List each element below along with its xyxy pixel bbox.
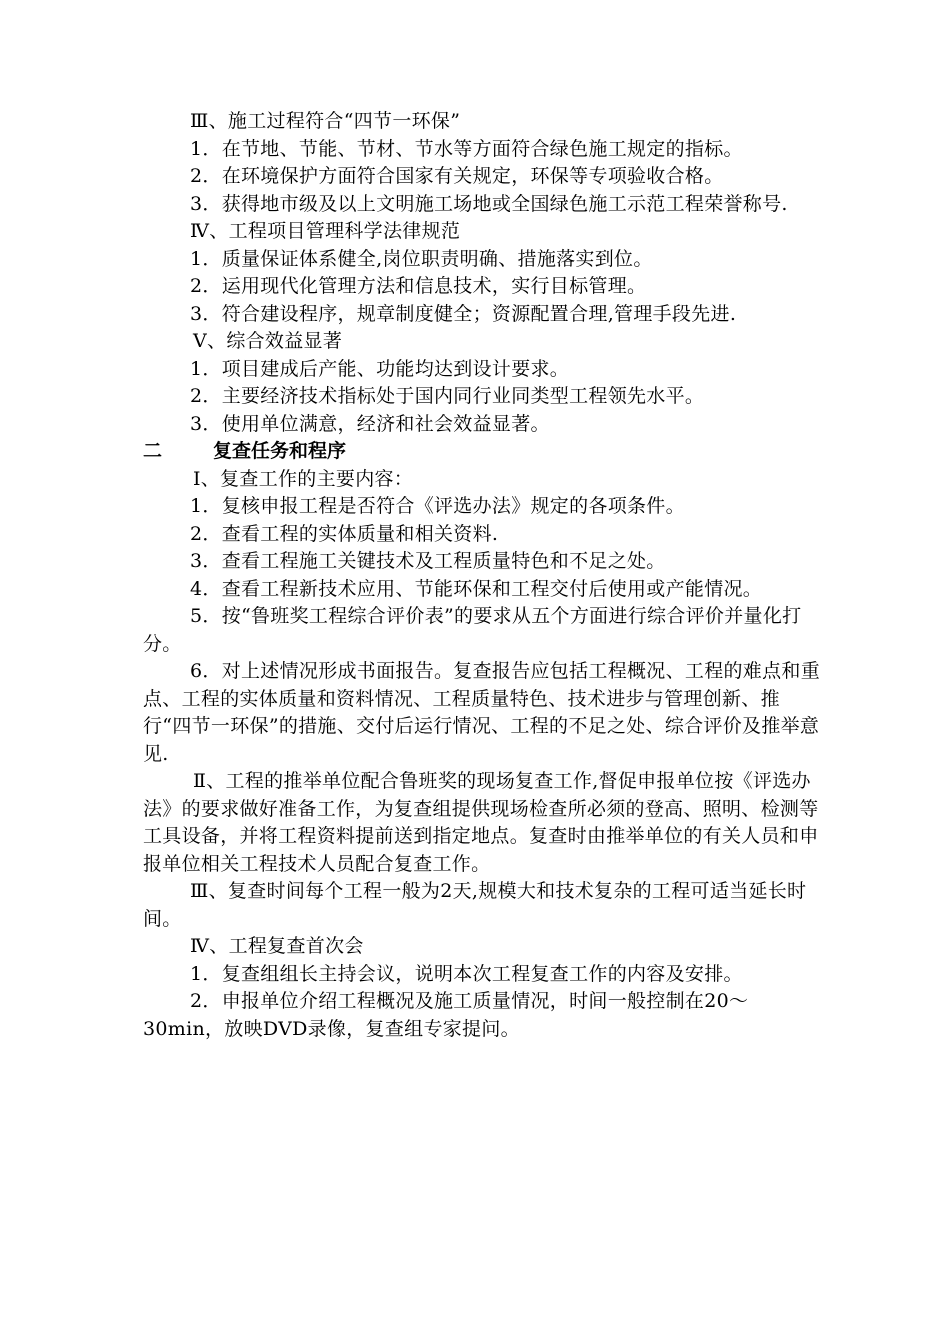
chapter-number: 二	[143, 440, 163, 462]
paragraph: 2．查看工程的实体质量和相关资料.	[190, 522, 499, 545]
section-heading-5: Ⅴ、综合效益显著	[193, 330, 343, 352]
chapter-heading	[143, 438, 823, 466]
section-heading-4: Ⅳ、工程项目管理科学法律规范	[190, 220, 461, 242]
chapter-title: 复查任务和程序	[213, 440, 347, 462]
paragraph: 3．符合建设程序，规章制度健全；资源配置合理,管理手段先进.	[190, 302, 737, 325]
paragraph: 1．质量保证体系健全,岗位职责明确、措施落实到位。	[190, 247, 653, 270]
paragraph: 1．复查组组长主持会议，说明本次工程复查工作的内容及安排。	[190, 962, 743, 985]
section-heading-3b: Ⅲ、复查时间每个工程一般为2天,规模大和技术复杂的工程可适当延长时间。	[143, 880, 807, 930]
paragraph: 1．在节地、节能、节材、节水等方面符合绿色施工规定的指标。	[190, 137, 743, 160]
paragraph: 2．运用现代化管理方法和信息技术，实行目标管理。	[190, 275, 647, 297]
section-heading-4b: Ⅳ、工程复查首次会	[190, 935, 364, 957]
paragraph: 4．查看工程新技术应用、节能环保和工程交付后使用或产能情况。	[190, 577, 763, 600]
paragraph: 2．申报单位介绍工程概况及施工质量情况，时间一般控制在20～30min，放映DVD录像，复查组专家提问。	[143, 990, 749, 1040]
paragraph: 1．项目建成后产能、功能均达到设计要求。	[190, 357, 570, 380]
paragraph: 2．主要经济技术指标处于国内同行业同类型工程领先水平。	[190, 385, 705, 407]
paragraph: 5．按“鲁班奖工程综合评价表”的要求从五个方面进行综合评价并量化打分。	[143, 605, 802, 655]
paragraph: 1．复核申报工程是否符合《评选办法》规定的各项条件。	[190, 495, 685, 517]
section-heading-1: Ⅰ、复查工作的主要内容：	[193, 467, 414, 490]
paragraph: 3．查看工程施工关键技术及工程质量特色和不足之处。	[190, 550, 666, 572]
document-body	[143, 108, 823, 1043]
section-heading-2: Ⅱ、工程的推举单位配合鲁班奖的现场复查工作,督促申报单位按《评选办法》的要求做好准备工作，为复查组提供现场检查所必须的登高、照明、检测等工具设备，并将工程资料提前送到指定地点。复查时由推举单位的有关人员和申报单位相关工程技术人员配合复查工作。	[143, 770, 819, 875]
paragraph: 6．对上述情况形成书面报告。复查报告应包括工程概况、工程的难点和重点、工程的实体质量和资料情况、工程质量特色、技术进步与管理创新、推行“四节一环保”的措施、交付后运行情况、工程的不足之处、综合评价及推举意见.	[143, 660, 820, 765]
paragraph: 3．获得地市级及以上文明施工场地或全国绿色施工示范工程荣誉称号.	[190, 192, 788, 215]
section-heading-3: Ⅲ、施工过程符合“四节一环保”	[190, 110, 461, 132]
paragraph: 3．使用单位满意，经济和社会效益显著。	[190, 412, 550, 435]
paragraph: 2．在环境保护方面符合国家有关规定，环保等专项验收合格。	[190, 165, 724, 187]
